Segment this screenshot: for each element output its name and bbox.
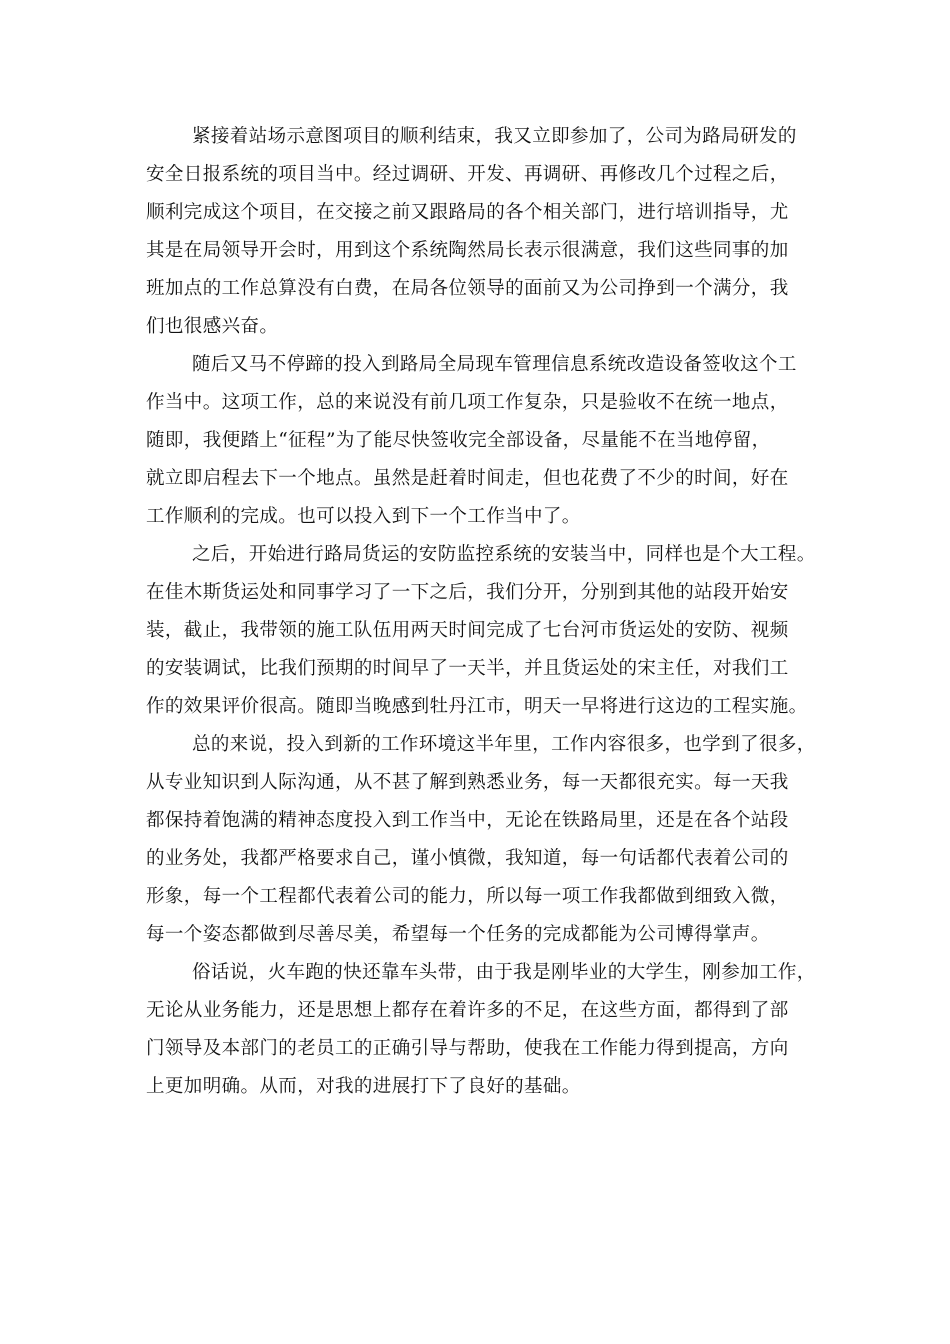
- text-line: 工作顺利的完成。也可以投入到下一个工作当中了。: [146, 506, 581, 527]
- text-line: 班加点的工作总算没有白费，在局各位领导的面前又为公司挣到一个满分，我: [146, 278, 789, 299]
- text-line: 在佳木斯货运处和同事学习了一下之后，我们分开，分别到其他的站段开始安: [146, 582, 789, 603]
- text-line: 总的来说，投入到新的工作环境这半年里，工作内容很多，也学到了很多，: [192, 734, 816, 755]
- text-line: 们也很感兴奋。: [146, 316, 279, 337]
- text-line: 从专业知识到人际沟通，从不甚了解到熟悉业务，每一天都很充实。每一天我: [146, 772, 789, 793]
- text-line: 俗话说，火车跑的快还靠车头带，由于我是刚毕业的大学生，刚参加工作，: [192, 962, 816, 983]
- text-line: 就立即启程去下一个地点。虽然是赶着时间走，但也花费了不少的时间，好在: [146, 468, 789, 489]
- text-line: 每一个姿态都做到尽善尽美，希望每一个任务的完成都能为公司博得掌声。: [146, 924, 770, 945]
- text-line: 都保持着饱满的精神态度投入到工作当中，无论在铁路局里，还是在各个站段: [146, 810, 789, 831]
- text-line: 形象，每一个工程都代表着公司的能力，所以每一项工作我都做到细致入微，: [146, 886, 789, 907]
- text-line: 安全日报系统的项目当中。经过调研、开发、再调研、再修改几个过程之后，: [146, 164, 789, 185]
- text-line: 紧接着站场示意图项目的顺利结束，我又立即参加了，公司为路局研发的: [192, 126, 797, 147]
- text-line: 的安装调试，比我们预期的时间早了一天半，并且货运处的宋主任，对我们工: [146, 658, 789, 679]
- text-line: 随即，我便踏上“征程”为了能尽快签收完全部设备，尽量能不在当地停留，: [146, 430, 771, 451]
- text-line: 无论从业务能力，还是思想上都存在着许多的不足，在这些方面，都得到了部: [146, 1000, 789, 1021]
- text-line: 的业务处，我都严格要求自己，谨小慎微，我知道，每一句话都代表着公司的: [146, 848, 789, 869]
- text-line: 随后又马不停蹄的投入到路局全局现车管理信息系统改造设备签收这个工: [192, 354, 797, 375]
- text-line: 上更加明确。从而，对我的进展打下了良好的基础。: [146, 1076, 581, 1097]
- document-body: [146, 118, 826, 1106]
- text-line: 门领导及本部门的老员工的正确引导与帮助，使我在工作能力得到提高，方向: [146, 1038, 789, 1059]
- text-line: 作的效果评价很高。随即当晚感到牡丹江市，明天一早将进行这边的工程实施。: [146, 696, 808, 717]
- text-line: 作当中。这项工作，总的来说没有前几项工作复杂，只是验收不在统一地点，: [146, 392, 789, 413]
- text-line: 装，截止，我带领的施工队伍用两天时间完成了七台河市货运处的安防、视频: [146, 620, 789, 641]
- text-line: 顺利完成这个项目，在交接之前又跟路局的各个相关部门，进行培训指导，尤: [146, 202, 789, 223]
- text-line: 其是在局领导开会时，用到这个系统陶然局长表示很满意，我们这些同事的加: [146, 240, 789, 261]
- text-line: 之后，开始进行路局货运的安防监控系统的安装当中，同样也是个大工程。: [192, 544, 816, 565]
